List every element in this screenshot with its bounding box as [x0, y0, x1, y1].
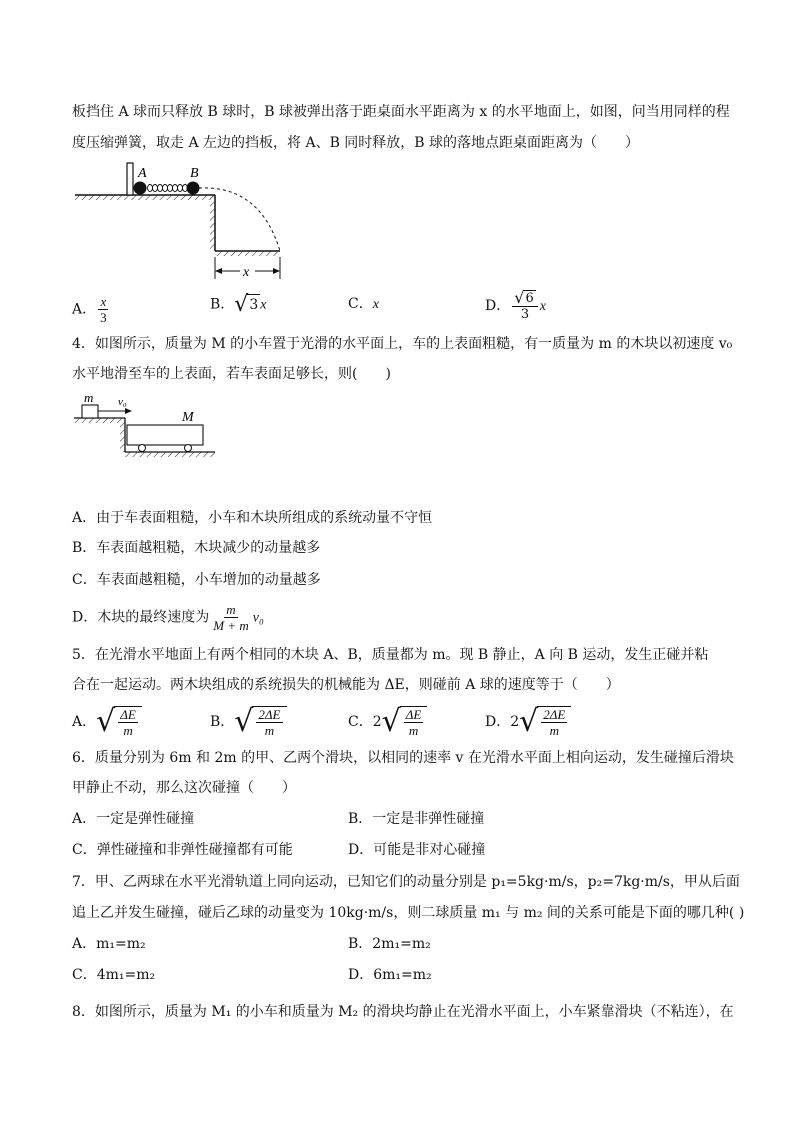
q5-option-d: D．2 √ $\frac{2\Delta E}{m}$	[485, 706, 571, 738]
q3-option-d: D． √ 6 3 x	[485, 288, 546, 322]
q3-option-c: C．x	[348, 296, 379, 312]
q4-option-a: A．由于车表面粗糙，小车和木块所组成的系统动量不守恒	[72, 510, 433, 526]
q5-option-b: B． √ $\frac{2\Delta E}{m}$	[210, 706, 287, 738]
q6-option-c: C．弹性碰撞和非弹性碰撞都有可能	[72, 842, 293, 858]
q4-option-b: B．车表面越粗糙，木块减少的动量越多	[72, 540, 321, 556]
q5-text-line2: 合在一起运动。两木块组成的系统损失的机械能为 ΔE，则碰前 A 球的速度等于（ ）	[72, 677, 620, 693]
q5-option-a: A． √ $\frac{\Delta E}{m}$	[72, 706, 142, 738]
q7-option-c: C．4m₁=m₂	[72, 967, 156, 983]
q4-option-d: D．木块的最终速度为 $\frac{m}{M + m}$ v₀	[72, 602, 264, 633]
q7-option-a: A．m₁=m₂	[72, 936, 146, 952]
q4-cart-figure	[70, 392, 230, 464]
q6-option-b: B．一定是非弹性碰撞	[348, 811, 485, 827]
q8-text-line1: 8．如图所示，质量为 M₁ 的小车和质量为 M₂ 的滑块均静止在光滑水平面上，小车紧靠滑块（不粘连），在	[72, 1004, 734, 1020]
q3-label-a: A	[138, 166, 147, 181]
q5-option-c: C．2 √ $\frac{\Delta E}{m}$	[348, 706, 427, 738]
q6-option-a: A．一定是弹性碰撞	[72, 811, 195, 827]
q6-text-line1: 6．质量分别为 6m 和 2m 的甲、乙两个滑块，以相同的速率 v 在光滑水平面上相向运动，发生碰撞后滑块	[72, 750, 734, 766]
q3-option-b: B． √ 3 x	[210, 291, 267, 317]
q6-text-line2: 甲静止不动，那么这次碰撞（ ）	[72, 780, 296, 796]
q5-text-line1: 5．在光滑水平地面上有两个相同的木块 A、B，质量都为 m。现 B 静止，A 向 B 运动，发生正碰并粘	[72, 647, 709, 663]
q3-text-line2: 度压缩弹簧，取走 A 左边的挡板，将 A、B 同时释放，B 球的落地点距桌面距离为（ ）	[72, 135, 640, 151]
q3-option-a: A． $\frac{x}{3}$	[72, 294, 107, 325]
q4-text-line2: 水平地滑至车的上表面，若车表面足够长，则( )	[72, 366, 391, 382]
q4-label-m: m	[84, 392, 94, 405]
q4-text-line1: 4．如图所示，质量为 M 的小车置于光滑的水平面上，车的上表面粗糙，有一质量为 m 的木块以初速度 v₀	[72, 336, 733, 352]
q3-label-x: x	[243, 265, 250, 280]
q7-text-line2: 追上乙并发生碰撞，碰后乙球的动量变为 10kg·m/s，则二球质量 m₁ 与 m₂ 间的关系可能是下面的哪几种( )	[72, 905, 745, 921]
q7-text-line1: 7．甲、乙两球在水平光滑轨道上同向运动，已知它们的动量分别是 p₁=5kg·m/s，p₂=7kg·m/s，甲从后面	[72, 874, 740, 890]
q4-label-M: M	[182, 410, 194, 425]
q3-spring-figure	[70, 155, 300, 285]
q3-label-b: B	[190, 166, 199, 181]
q6-option-d: D．可能是非对心碰撞	[348, 842, 486, 858]
q4-label-v0: v₀	[118, 396, 127, 408]
q4-option-c: C．车表面越粗糙，小车增加的动量越多	[72, 572, 321, 588]
q7-option-b: B．2m₁=m₂	[348, 936, 431, 952]
q3-text-line1: 板挡住 A 球而只释放 B 球时，B 球被弹出落于距桌面水平距离为 x 的水平地面上，如图，问当用同样的程	[72, 104, 730, 120]
q7-option-d: D．6m₁=m₂	[348, 967, 432, 983]
